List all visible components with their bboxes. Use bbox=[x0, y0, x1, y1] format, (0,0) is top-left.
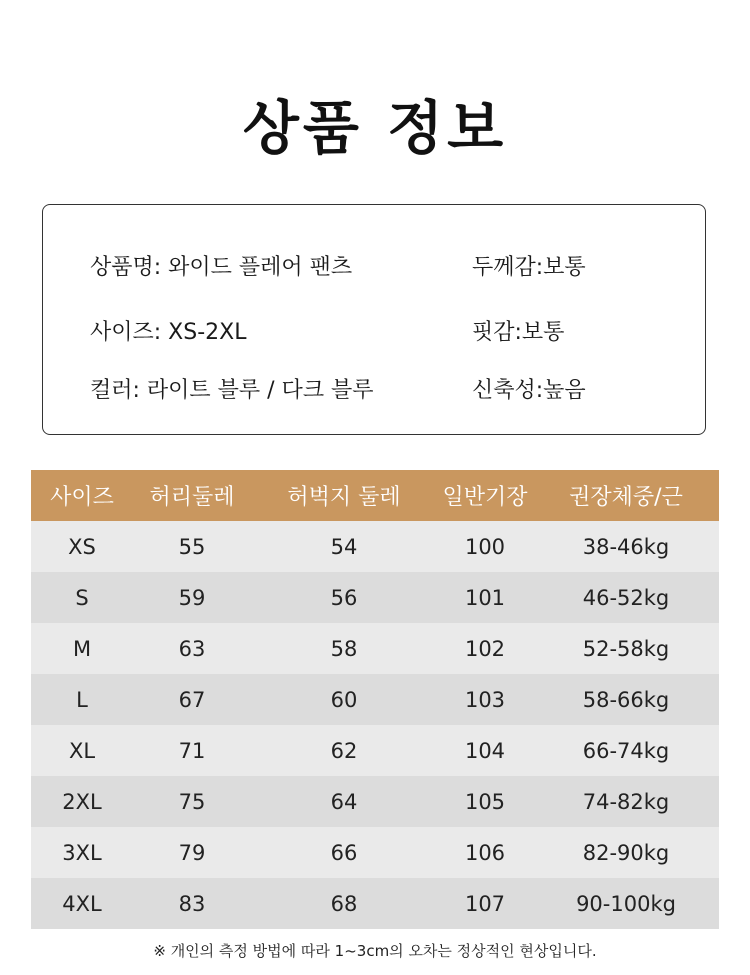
product-name-text: 상품명: 와이드 플레어 팬츠 bbox=[90, 255, 353, 280]
cell-weight: 74-82kg bbox=[582, 789, 670, 814]
fit-text: 핏감:보통 bbox=[472, 320, 565, 345]
cell-waist: 63 bbox=[178, 636, 206, 661]
cell-size: XL bbox=[68, 738, 96, 763]
color-text: 컬러: 라이트 블루 / 다크 블루 bbox=[90, 378, 374, 403]
cell-weight: 66-74kg bbox=[582, 738, 670, 763]
table-row bbox=[31, 572, 719, 623]
product-info-box bbox=[42, 204, 706, 435]
cell-length: 103 bbox=[464, 687, 506, 712]
cell-size: M bbox=[72, 636, 92, 661]
sizes-text: 사이즈: XS-2XL bbox=[90, 320, 247, 345]
cell-size: 2XL bbox=[62, 789, 102, 814]
cell-weight: 58-66kg bbox=[582, 687, 670, 712]
cell-thigh: 62 bbox=[330, 738, 358, 763]
cell-size: 3XL bbox=[62, 840, 102, 865]
cell-waist: 55 bbox=[178, 534, 206, 559]
page-title: 상품 정보 bbox=[242, 94, 508, 162]
cell-weight: 82-90kg bbox=[582, 840, 670, 865]
cell-weight: 52-58kg bbox=[582, 636, 670, 661]
footnote: ※ 개인의 측정 방법에 따라 1~3cm의 오차는 정상적인 현상입니다. bbox=[153, 942, 597, 960]
size-table bbox=[31, 470, 719, 929]
cell-thigh: 54 bbox=[330, 534, 358, 559]
table-row bbox=[31, 521, 719, 572]
cell-thigh: 68 bbox=[330, 891, 358, 916]
cell-size: L bbox=[76, 687, 88, 712]
table-row bbox=[31, 776, 719, 827]
header-waist: 허리둘레 bbox=[149, 485, 235, 510]
stretch-text: 신축성:높음 bbox=[472, 378, 586, 403]
cell-waist: 67 bbox=[178, 687, 206, 712]
table-row bbox=[31, 725, 719, 776]
cell-weight: 90-100kg bbox=[576, 891, 676, 916]
cell-size: XS bbox=[68, 534, 96, 559]
table-row bbox=[31, 827, 719, 878]
cell-thigh: 66 bbox=[330, 840, 358, 865]
thickness-text: 두께감:보통 bbox=[472, 255, 586, 280]
cell-thigh: 64 bbox=[330, 789, 358, 814]
cell-length: 106 bbox=[464, 840, 506, 865]
cell-thigh: 60 bbox=[330, 687, 358, 712]
cell-weight: 46-52kg bbox=[582, 585, 670, 610]
table-header bbox=[31, 470, 719, 521]
cell-length: 100 bbox=[464, 534, 506, 559]
table-row bbox=[31, 674, 719, 725]
cell-length: 101 bbox=[464, 585, 506, 610]
cell-waist: 75 bbox=[178, 789, 206, 814]
table-row bbox=[31, 623, 719, 674]
header-size: 사이즈 bbox=[50, 485, 114, 510]
header-length: 일반기장 bbox=[442, 485, 528, 510]
cell-thigh: 56 bbox=[330, 585, 358, 610]
table-row bbox=[31, 878, 719, 929]
cell-length: 104 bbox=[464, 738, 506, 763]
cell-size: S bbox=[75, 585, 89, 610]
cell-length: 107 bbox=[464, 891, 506, 916]
header-thigh: 허벅지 둘레 bbox=[287, 485, 401, 510]
cell-length: 105 bbox=[464, 789, 506, 814]
cell-waist: 59 bbox=[178, 585, 206, 610]
cell-waist: 79 bbox=[178, 840, 206, 865]
cell-length: 102 bbox=[464, 636, 506, 661]
cell-weight: 38-46kg bbox=[582, 534, 670, 559]
cell-size: 4XL bbox=[62, 891, 102, 916]
cell-waist: 83 bbox=[178, 891, 206, 916]
cell-thigh: 58 bbox=[330, 636, 358, 661]
cell-waist: 71 bbox=[178, 738, 206, 763]
header-weight: 권장체중/근 bbox=[569, 485, 683, 510]
